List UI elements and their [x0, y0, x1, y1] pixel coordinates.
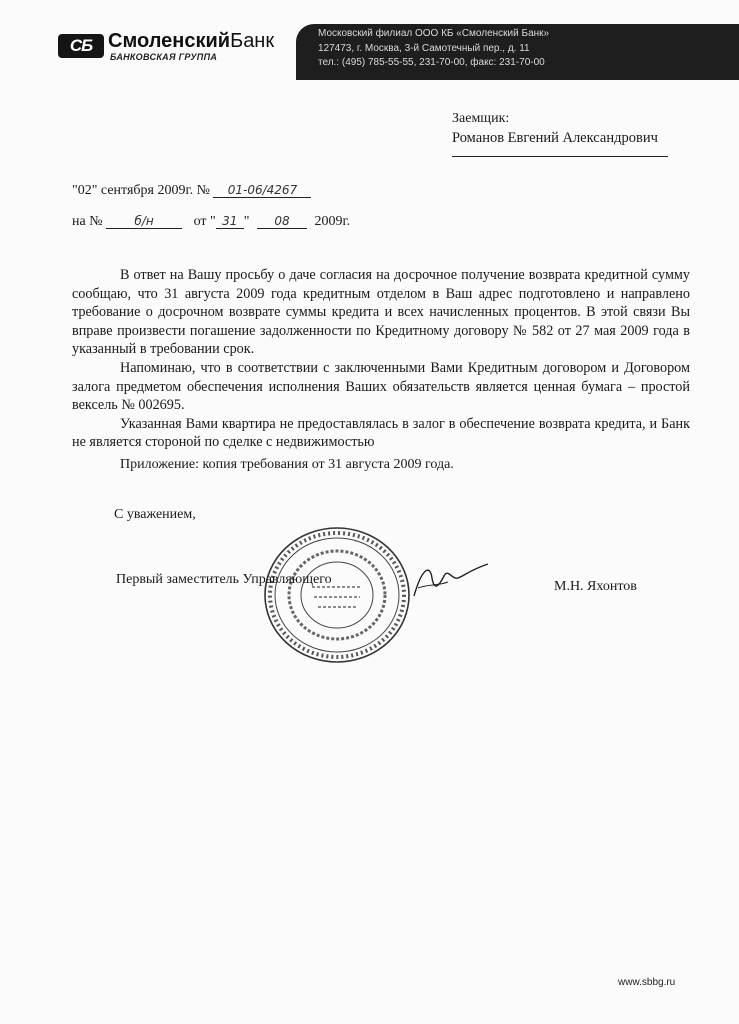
- handwritten-signature: [408, 558, 492, 602]
- quote-mark: ": [243, 214, 250, 229]
- letter-body: [72, 266, 690, 452]
- body-paragraph: Напоминаю, что в соответствии с заключенными Вами Кредитным договором и Договором залога предметом обеспечения исполнения Ваших обязательств является ценная бумага – простой вексель № 002695.: [72, 359, 690, 414]
- appendix-note: Приложение: копия требования от 31 августа 2009 года.: [120, 457, 454, 472]
- year-suffix: г.: [342, 214, 351, 229]
- bank-logo: СБ: [58, 34, 104, 58]
- body-paragraph: В ответ на Вашу просьбу о даче согласия на досрочное получение возврата кредитной сумму сообщаю, что 31 августа 2009 года кредитным отделом в Ваш адрес подготовлено и направлено требование о досрочном возврате суммы кредита и всех начисленных процентов. В этой связи Вы вправе произвести погашение задолженности по Кредитному договору № 582 от 27 мая 2009 года в указанный в требовании срок.: [72, 267, 690, 358]
- outgoing-reference: [72, 183, 311, 199]
- outgoing-number: 01-06/4267: [213, 183, 311, 198]
- bank-name: СмоленскийБанк: [108, 30, 275, 52]
- body-paragraph: Указанная Вами квартира не предоставлялась в залог в обеспечение возврата кредита, и Банк не является стороной по сделке с недвижимостью: [72, 415, 690, 451]
- branch-phones: тел.: (495) 785-55-55, 231-70-00, факс: 231-70-00: [318, 57, 545, 68]
- round-seal-stamp: [262, 525, 412, 665]
- branch-address: 127473, г. Москва, 3-й Самотечный пер., д. 11: [318, 43, 530, 54]
- branch-name: Московский филиал ООО КБ «Смоленский Банк»: [318, 28, 550, 39]
- bank-website: www.sbbg.ru: [618, 977, 676, 988]
- reply-day: 31: [216, 214, 244, 229]
- incoming-reference: [72, 214, 350, 230]
- signatory-name: М.Н. Яхонтов: [554, 579, 637, 594]
- borrower-name: Романов Евгений Александрович: [452, 130, 658, 146]
- reply-month: 08: [257, 214, 307, 229]
- bank-group-label: БАНКОВСКАЯ ГРУППА: [110, 52, 218, 62]
- closing-regards: С уважением,: [114, 507, 196, 522]
- reply-year: 2009: [314, 214, 343, 229]
- borrower-underline: [452, 156, 668, 157]
- incoming-number: б/н: [106, 214, 182, 229]
- from-label: от ": [193, 214, 216, 229]
- letter-date: "02" сентября 2009г. №: [72, 183, 210, 198]
- borrower-label: Заемщик:: [452, 111, 510, 126]
- in-reply-label: на №: [72, 214, 103, 229]
- letterhead: [0, 10, 739, 70]
- signatory-title: Первый заместитель Управляющего: [116, 572, 332, 587]
